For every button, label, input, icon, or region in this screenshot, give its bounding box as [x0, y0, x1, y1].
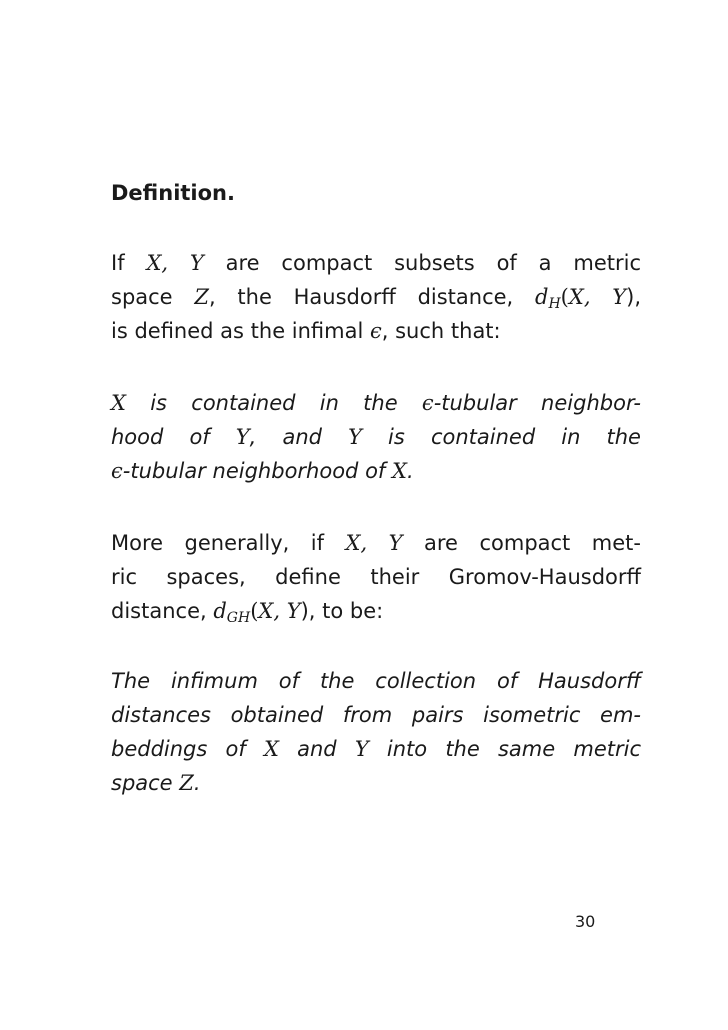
text-line: space Z, the Hausdorff distance, $d_H(X$, Y), — [111, 285, 641, 312]
text-line: ϵ-tubular neighborhood of X. — [111, 459, 414, 483]
text-line: beddings of X and Y into the same metric — [111, 737, 641, 761]
paragraph-hausdorff-definition — [111, 246, 641, 348]
page-number: 30 — [575, 912, 596, 931]
text-line: The infimum of the collection of Hausdorff — [111, 669, 641, 693]
paragraph-gromov-hausdorff — [111, 526, 641, 628]
text-line: More generally, if X, Y are compact met- — [111, 531, 641, 555]
text-line: space Z. — [111, 771, 201, 795]
text-line: hood of Y, and Y is contained in the — [111, 425, 641, 449]
text-line: ric spaces, define their Gromov-Hausdorff — [111, 565, 641, 589]
text-line: distances obtained from pairs isometric em- — [111, 703, 641, 727]
text-line: is defined as the infimal ϵ, such that: — [111, 319, 501, 343]
text-line: distance, $d_{GH}(X$, Y), to be: — [111, 599, 384, 626]
definition-heading: Definition. — [111, 181, 235, 205]
text-line: If X, Y are compact subsets of a metric — [111, 251, 641, 275]
paragraph-tubular-condition — [111, 386, 641, 488]
paragraph-infimum — [111, 664, 641, 800]
text-line: X is contained in the ϵ-tubular neighbor- — [111, 391, 642, 415]
